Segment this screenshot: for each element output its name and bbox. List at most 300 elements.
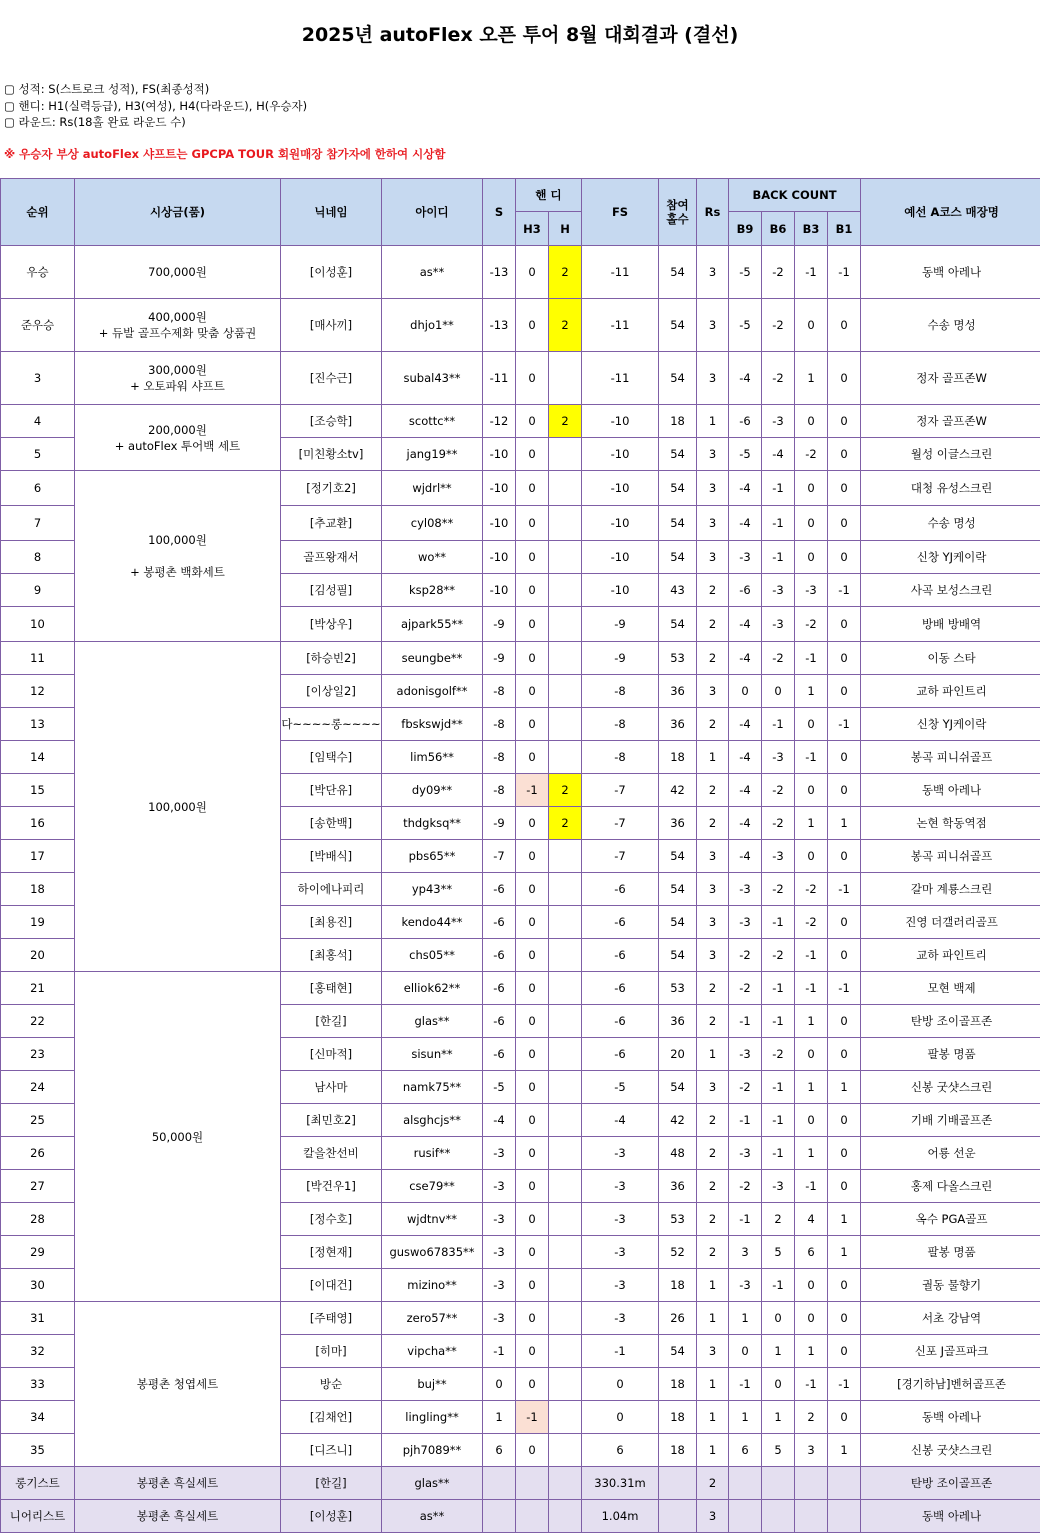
id-cell: as** (382, 1500, 483, 1533)
b3-cell: 0 (795, 471, 828, 506)
holes-cell: 54 (659, 299, 697, 352)
nearest-pin-row (1, 1500, 1040, 1533)
b9-cell: -6 (729, 574, 762, 607)
rank-cell: 27 (1, 1170, 75, 1203)
b9-cell: -4 (729, 471, 762, 506)
b9-cell: -1 (729, 1368, 762, 1401)
rs-cell: 1 (697, 1038, 729, 1071)
table-row (1, 471, 1040, 506)
b3-cell: 1 (795, 675, 828, 708)
h-cell (549, 1335, 582, 1368)
h-cell (549, 438, 582, 471)
store-cell: 옥수 PGA골프 (861, 1203, 1040, 1236)
prize-amount: 50,000원 (151, 1129, 204, 1144)
b9-cell: -1 (729, 1104, 762, 1137)
fs-cell: -7 (582, 774, 659, 807)
b9-cell: -2 (729, 1170, 762, 1203)
id-cell: dhjo1** (382, 299, 483, 352)
nickname-cell: 남사마 (281, 1071, 382, 1104)
store-cell: 동백 아레나 (861, 1500, 1040, 1533)
h3-cell: 0 (516, 438, 549, 471)
stroke-cell: -9 (483, 807, 516, 840)
rank-cell: 니어리스트 (1, 1500, 75, 1533)
holes-cell: 26 (659, 1302, 697, 1335)
holes-cell: 18 (659, 405, 697, 438)
h-cell (549, 1170, 582, 1203)
holes-cell: 43 (659, 574, 697, 607)
h3-cell: 0 (516, 574, 549, 607)
holes-cell: 54 (659, 1335, 697, 1368)
header-b9: B9 (729, 212, 762, 246)
prize-extra: + 오토파워 샤프트 (130, 379, 225, 393)
rs-cell: 3 (697, 541, 729, 574)
legend-handicap: ▢ 핸디: H1(실력등급), H3(여성), H4(다라운드), H(우승자) (4, 98, 308, 113)
store-cell: 모현 백제 (861, 972, 1040, 1005)
nickname-cell: [조승학] (281, 405, 382, 438)
results-table (0, 178, 1040, 1533)
b1-cell: -1 (828, 574, 861, 607)
h3-cell: 0 (516, 352, 549, 405)
b9-cell: 1 (729, 1401, 762, 1434)
header-handicap: 핸 디 (516, 179, 582, 212)
b6-cell: 0 (762, 675, 795, 708)
b9-cell: 6 (729, 1434, 762, 1467)
nickname-cell: [정현재] (281, 1236, 382, 1269)
h-cell: 2 (549, 299, 582, 352)
b3-cell: 1 (795, 807, 828, 840)
b3-cell: -1 (795, 246, 828, 299)
header-s: S (483, 179, 516, 246)
h-cell: 2 (549, 807, 582, 840)
stroke-cell: -9 (483, 642, 516, 675)
h-cell (549, 741, 582, 774)
rank-cell: 35 (1, 1434, 75, 1467)
b6-cell: -2 (762, 642, 795, 675)
h-cell: 2 (549, 246, 582, 299)
rank-cell: 3 (1, 352, 75, 405)
stroke-cell: -1 (483, 1335, 516, 1368)
header-prize: 시상금(품) (75, 179, 281, 246)
stroke-cell: -10 (483, 574, 516, 607)
b3-cell: 3 (795, 1434, 828, 1467)
h3-cell (516, 1500, 549, 1533)
b1-cell: 0 (828, 1269, 861, 1302)
b3-cell: -2 (795, 438, 828, 471)
b1-cell: 0 (828, 939, 861, 972)
b9-cell: -1 (729, 1203, 762, 1236)
id-cell: wjdtnv** (382, 1203, 483, 1236)
h-cell (549, 1071, 582, 1104)
h-cell (549, 906, 582, 939)
holes-cell: 53 (659, 642, 697, 675)
h-cell (549, 541, 582, 574)
b9-cell: -4 (729, 506, 762, 541)
b3-cell: -1 (795, 741, 828, 774)
store-cell: 신창 YJ케이락 (861, 541, 1040, 574)
h3-cell: 0 (516, 541, 549, 574)
b6-cell: 5 (762, 1434, 795, 1467)
store-cell: 월성 이글스크린 (861, 438, 1040, 471)
rank-cell: 6 (1, 471, 75, 506)
id-cell: elliok62** (382, 972, 483, 1005)
b3-cell: 6 (795, 1236, 828, 1269)
b6-cell: -1 (762, 972, 795, 1005)
id-cell: ajpark55** (382, 607, 483, 642)
prize-extra: + 듀발 골프수제화 맞춤 상품권 (98, 326, 257, 340)
b3-cell: -2 (795, 607, 828, 642)
fs-cell: -3 (582, 1236, 659, 1269)
stroke-cell: -9 (483, 607, 516, 642)
h3-cell: 0 (516, 1236, 549, 1269)
b1-cell: 0 (828, 1038, 861, 1071)
nickname-cell: 다~~~~롱~~~~ (281, 708, 382, 741)
rs-cell: 1 (697, 1269, 729, 1302)
store-cell: 대청 유성스크린 (861, 471, 1040, 506)
rank-cell: 14 (1, 741, 75, 774)
rank-cell: 5 (1, 438, 75, 471)
rank-cell: 13 (1, 708, 75, 741)
b3-cell: -2 (795, 906, 828, 939)
nickname-cell: [미친황소tv] (281, 438, 382, 471)
b3-cell: 1 (795, 1071, 828, 1104)
holes-cell: 54 (659, 1071, 697, 1104)
b1-cell: 0 (828, 906, 861, 939)
rs-cell: 2 (697, 1170, 729, 1203)
nickname-cell: [정기호2] (281, 471, 382, 506)
b6-cell: 0 (762, 1368, 795, 1401)
winner-notice: ※ 우승자 부상 autoFlex 샤프트는 GPCPA TOUR 회원매장 참가자에 한하여 시상함 (4, 147, 446, 161)
id-cell: glas** (382, 1467, 483, 1500)
h3-cell: 0 (516, 1368, 549, 1401)
nickname-cell: [매사끼] (281, 299, 382, 352)
holes-cell: 54 (659, 873, 697, 906)
h-cell (549, 840, 582, 873)
stroke-cell: -4 (483, 1104, 516, 1137)
b6-cell: 0 (762, 1302, 795, 1335)
b3-cell: 0 (795, 840, 828, 873)
store-cell: 기배 기배골프존 (861, 1104, 1040, 1137)
nickname-cell: [박건우1] (281, 1170, 382, 1203)
b6-cell: -2 (762, 299, 795, 352)
stroke-cell: -12 (483, 405, 516, 438)
h3-cell: 0 (516, 1269, 549, 1302)
page-title: 2025년 autoFlex 오픈 투어 8월 대회결과 (결선) (301, 24, 739, 46)
fs-cell: -11 (582, 299, 659, 352)
b9-cell (729, 1500, 762, 1533)
b3-cell: -1 (795, 972, 828, 1005)
rank-cell: 24 (1, 1071, 75, 1104)
fs-cell: 330.31m (582, 1467, 659, 1500)
rs-cell: 3 (697, 299, 729, 352)
b3-cell: 4 (795, 1203, 828, 1236)
h-cell (549, 607, 582, 642)
nickname-cell: [정수호] (281, 1203, 382, 1236)
nickname-cell: [주태영] (281, 1302, 382, 1335)
holes-cell: 54 (659, 939, 697, 972)
h3-cell: -1 (516, 1401, 549, 1434)
store-cell: 갈마 계룡스크린 (861, 873, 1040, 906)
stroke-cell: -13 (483, 246, 516, 299)
b6-cell: -1 (762, 541, 795, 574)
h3-cell: 0 (516, 1137, 549, 1170)
store-cell: 홍제 다올스크린 (861, 1170, 1040, 1203)
h-cell (549, 642, 582, 675)
h3-cell: -1 (516, 774, 549, 807)
id-cell: lim56** (382, 741, 483, 774)
b3-cell: 0 (795, 1302, 828, 1335)
nickname-cell: [최홍석] (281, 939, 382, 972)
b1-cell: -1 (828, 1368, 861, 1401)
h3-cell: 0 (516, 708, 549, 741)
h-cell (549, 873, 582, 906)
h-cell (549, 1434, 582, 1467)
b1-cell: 0 (828, 1104, 861, 1137)
rs-cell: 1 (697, 1401, 729, 1434)
h3-cell: 0 (516, 506, 549, 541)
b1-cell: 0 (828, 405, 861, 438)
b6-cell: -2 (762, 352, 795, 405)
id-cell: glas** (382, 1005, 483, 1038)
prize-amount: 봉평촌 청엽세트 (136, 1377, 219, 1391)
h3-cell: 0 (516, 1335, 549, 1368)
b6-cell: -1 (762, 506, 795, 541)
holes-cell: 18 (659, 1401, 697, 1434)
store-cell: 동백 아레나 (861, 246, 1040, 299)
rs-cell: 3 (697, 873, 729, 906)
store-cell: 탄방 조이골프존 (861, 1005, 1040, 1038)
b6-cell: -1 (762, 906, 795, 939)
rank-cell: 31 (1, 1302, 75, 1335)
prize-extra: + 봉평촌 백화세트 (130, 565, 225, 579)
rank-cell: 34 (1, 1401, 75, 1434)
id-cell: guswo67835** (382, 1236, 483, 1269)
rs-cell: 2 (697, 972, 729, 1005)
b1-cell: 0 (828, 1335, 861, 1368)
h-cell (549, 1137, 582, 1170)
store-cell: 사곡 보성스크린 (861, 574, 1040, 607)
rs-cell: 2 (697, 1203, 729, 1236)
h-cell (549, 1467, 582, 1500)
prize-amount: 300,000원 (148, 363, 207, 377)
b1-cell (828, 1467, 861, 1500)
prize-cell (75, 1302, 281, 1467)
holes-cell: 36 (659, 1170, 697, 1203)
b3-cell: 1 (795, 352, 828, 405)
holes-cell: 36 (659, 708, 697, 741)
prize-amount: 100,000원 (148, 799, 207, 814)
fs-cell: -3 (582, 1203, 659, 1236)
h3-cell: 0 (516, 675, 549, 708)
b3-cell: 0 (795, 299, 828, 352)
b6-cell: -3 (762, 840, 795, 873)
fs-cell: -3 (582, 1170, 659, 1203)
id-cell: dy09** (382, 774, 483, 807)
h3-cell: 0 (516, 1302, 549, 1335)
b6-cell: -3 (762, 1170, 795, 1203)
nickname-cell: 방순 (281, 1368, 382, 1401)
h3-cell: 0 (516, 1038, 549, 1071)
stroke-cell: -8 (483, 708, 516, 741)
h-cell (549, 1104, 582, 1137)
rs-cell: 2 (697, 774, 729, 807)
b1-cell: 0 (828, 1137, 861, 1170)
b3-cell: 0 (795, 1104, 828, 1137)
b9-cell: -3 (729, 541, 762, 574)
rank-cell: 15 (1, 774, 75, 807)
holes-cell: 36 (659, 807, 697, 840)
store-cell: [경기하남]벤허골프존 (861, 1368, 1040, 1401)
h-cell (549, 1269, 582, 1302)
b6-cell: 2 (762, 1203, 795, 1236)
stroke-cell: -8 (483, 675, 516, 708)
h-cell (549, 506, 582, 541)
h3-cell: 0 (516, 1005, 549, 1038)
h-cell (549, 1401, 582, 1434)
holes-cell: 18 (659, 1434, 697, 1467)
rs-cell: 3 (697, 1335, 729, 1368)
b3-cell: -1 (795, 939, 828, 972)
prize-cell: 봉평촌 흑실세트 (75, 1467, 281, 1500)
store-cell: 동백 아레나 (861, 774, 1040, 807)
fs-cell: -8 (582, 741, 659, 774)
b1-cell: 0 (828, 675, 861, 708)
nickname-cell: [최민호2] (281, 1104, 382, 1137)
stroke-cell: -3 (483, 1269, 516, 1302)
id-cell: wo** (382, 541, 483, 574)
header-id: 아이디 (382, 179, 483, 246)
table-row (1, 299, 1040, 352)
b1-cell: 1 (828, 1071, 861, 1104)
store-cell: 정자 골프존W (861, 352, 1040, 405)
store-cell: 정자 골프존W (861, 405, 1040, 438)
b9-cell: -5 (729, 438, 762, 471)
id-cell: cyl08** (382, 506, 483, 541)
rs-cell: 2 (697, 708, 729, 741)
table-row (1, 1302, 1040, 1335)
rs-cell: 3 (697, 438, 729, 471)
b1-cell: 0 (828, 506, 861, 541)
store-cell: 수송 명성 (861, 506, 1040, 541)
h-cell: 2 (549, 405, 582, 438)
prize-cell (75, 299, 281, 352)
rank-cell: 20 (1, 939, 75, 972)
b9-cell: -2 (729, 972, 762, 1005)
rs-cell: 1 (697, 1368, 729, 1401)
rank-cell: 32 (1, 1335, 75, 1368)
stroke-cell: -3 (483, 1236, 516, 1269)
b6-cell: -3 (762, 741, 795, 774)
b6-cell: -3 (762, 405, 795, 438)
rs-cell: 1 (697, 741, 729, 774)
h3-cell: 0 (516, 741, 549, 774)
nickname-cell: [히마] (281, 1335, 382, 1368)
store-cell: 방배 방배역 (861, 607, 1040, 642)
b9-cell: -3 (729, 1038, 762, 1071)
store-cell: 탄방 조이골프존 (861, 1467, 1040, 1500)
b6-cell (762, 1467, 795, 1500)
rank-cell: 29 (1, 1236, 75, 1269)
holes-cell: 18 (659, 741, 697, 774)
h3-cell: 0 (516, 906, 549, 939)
b3-cell (795, 1467, 828, 1500)
fs-cell: -7 (582, 807, 659, 840)
prize-cell: 봉평촌 흑실세트 (75, 1500, 281, 1533)
id-cell: subal43** (382, 352, 483, 405)
holes-cell: 52 (659, 1236, 697, 1269)
holes-cell: 53 (659, 1203, 697, 1236)
rs-cell: 3 (697, 352, 729, 405)
h3-cell: 0 (516, 1104, 549, 1137)
h-cell (549, 574, 582, 607)
holes-cell (659, 1500, 697, 1533)
b1-cell: 0 (828, 299, 861, 352)
rs-cell: 3 (697, 1071, 729, 1104)
h3-cell: 0 (516, 471, 549, 506)
rs-cell: 3 (697, 471, 729, 506)
h-cell (549, 1203, 582, 1236)
holes-cell: 54 (659, 506, 697, 541)
stroke-cell: -13 (483, 299, 516, 352)
fs-cell: -6 (582, 1005, 659, 1038)
stroke-cell: -6 (483, 873, 516, 906)
stroke-cell: -3 (483, 1170, 516, 1203)
fs-cell: -10 (582, 574, 659, 607)
h3-cell: 0 (516, 1434, 549, 1467)
header-b1: B1 (828, 212, 861, 246)
stroke-cell: -6 (483, 1005, 516, 1038)
h3-cell (516, 1467, 549, 1500)
id-cell: kendo44** (382, 906, 483, 939)
fs-cell: -8 (582, 675, 659, 708)
h-cell: 2 (549, 774, 582, 807)
fs-cell: -8 (582, 708, 659, 741)
fs-cell: -10 (582, 405, 659, 438)
b9-cell: -4 (729, 607, 762, 642)
stroke-cell: -7 (483, 840, 516, 873)
prize-amount: 400,000원 (148, 310, 207, 324)
holes-cell (659, 1467, 697, 1500)
fs-cell: -9 (582, 607, 659, 642)
rank-cell: 준우승 (1, 299, 75, 352)
nickname-cell: [박상우] (281, 607, 382, 642)
store-cell: 봉곡 피니쉬골프 (861, 840, 1040, 873)
id-cell: pbs65** (382, 840, 483, 873)
b3-cell: -3 (795, 574, 828, 607)
b1-cell: 0 (828, 642, 861, 675)
rs-cell: 3 (697, 939, 729, 972)
stroke-cell: -6 (483, 1038, 516, 1071)
nickname-cell: [하승빈2] (281, 642, 382, 675)
fs-cell: -4 (582, 1104, 659, 1137)
header-rank: 순위 (1, 179, 75, 246)
stroke-cell (483, 1467, 516, 1500)
fs-cell: -10 (582, 438, 659, 471)
b9-cell: 3 (729, 1236, 762, 1269)
id-cell: adonisgolf** (382, 675, 483, 708)
nickname-cell: [김성필] (281, 574, 382, 607)
b1-cell: 0 (828, 1401, 861, 1434)
b3-cell: 0 (795, 541, 828, 574)
results-body (1, 246, 1040, 1533)
b6-cell: -1 (762, 1071, 795, 1104)
prize-amount: 200,000원 (148, 422, 207, 437)
fs-cell: -11 (582, 352, 659, 405)
b9-cell: -4 (729, 741, 762, 774)
fs-cell: -6 (582, 906, 659, 939)
b9-cell: -5 (729, 299, 762, 352)
holes-cell: 42 (659, 1104, 697, 1137)
fs-cell: -6 (582, 939, 659, 972)
